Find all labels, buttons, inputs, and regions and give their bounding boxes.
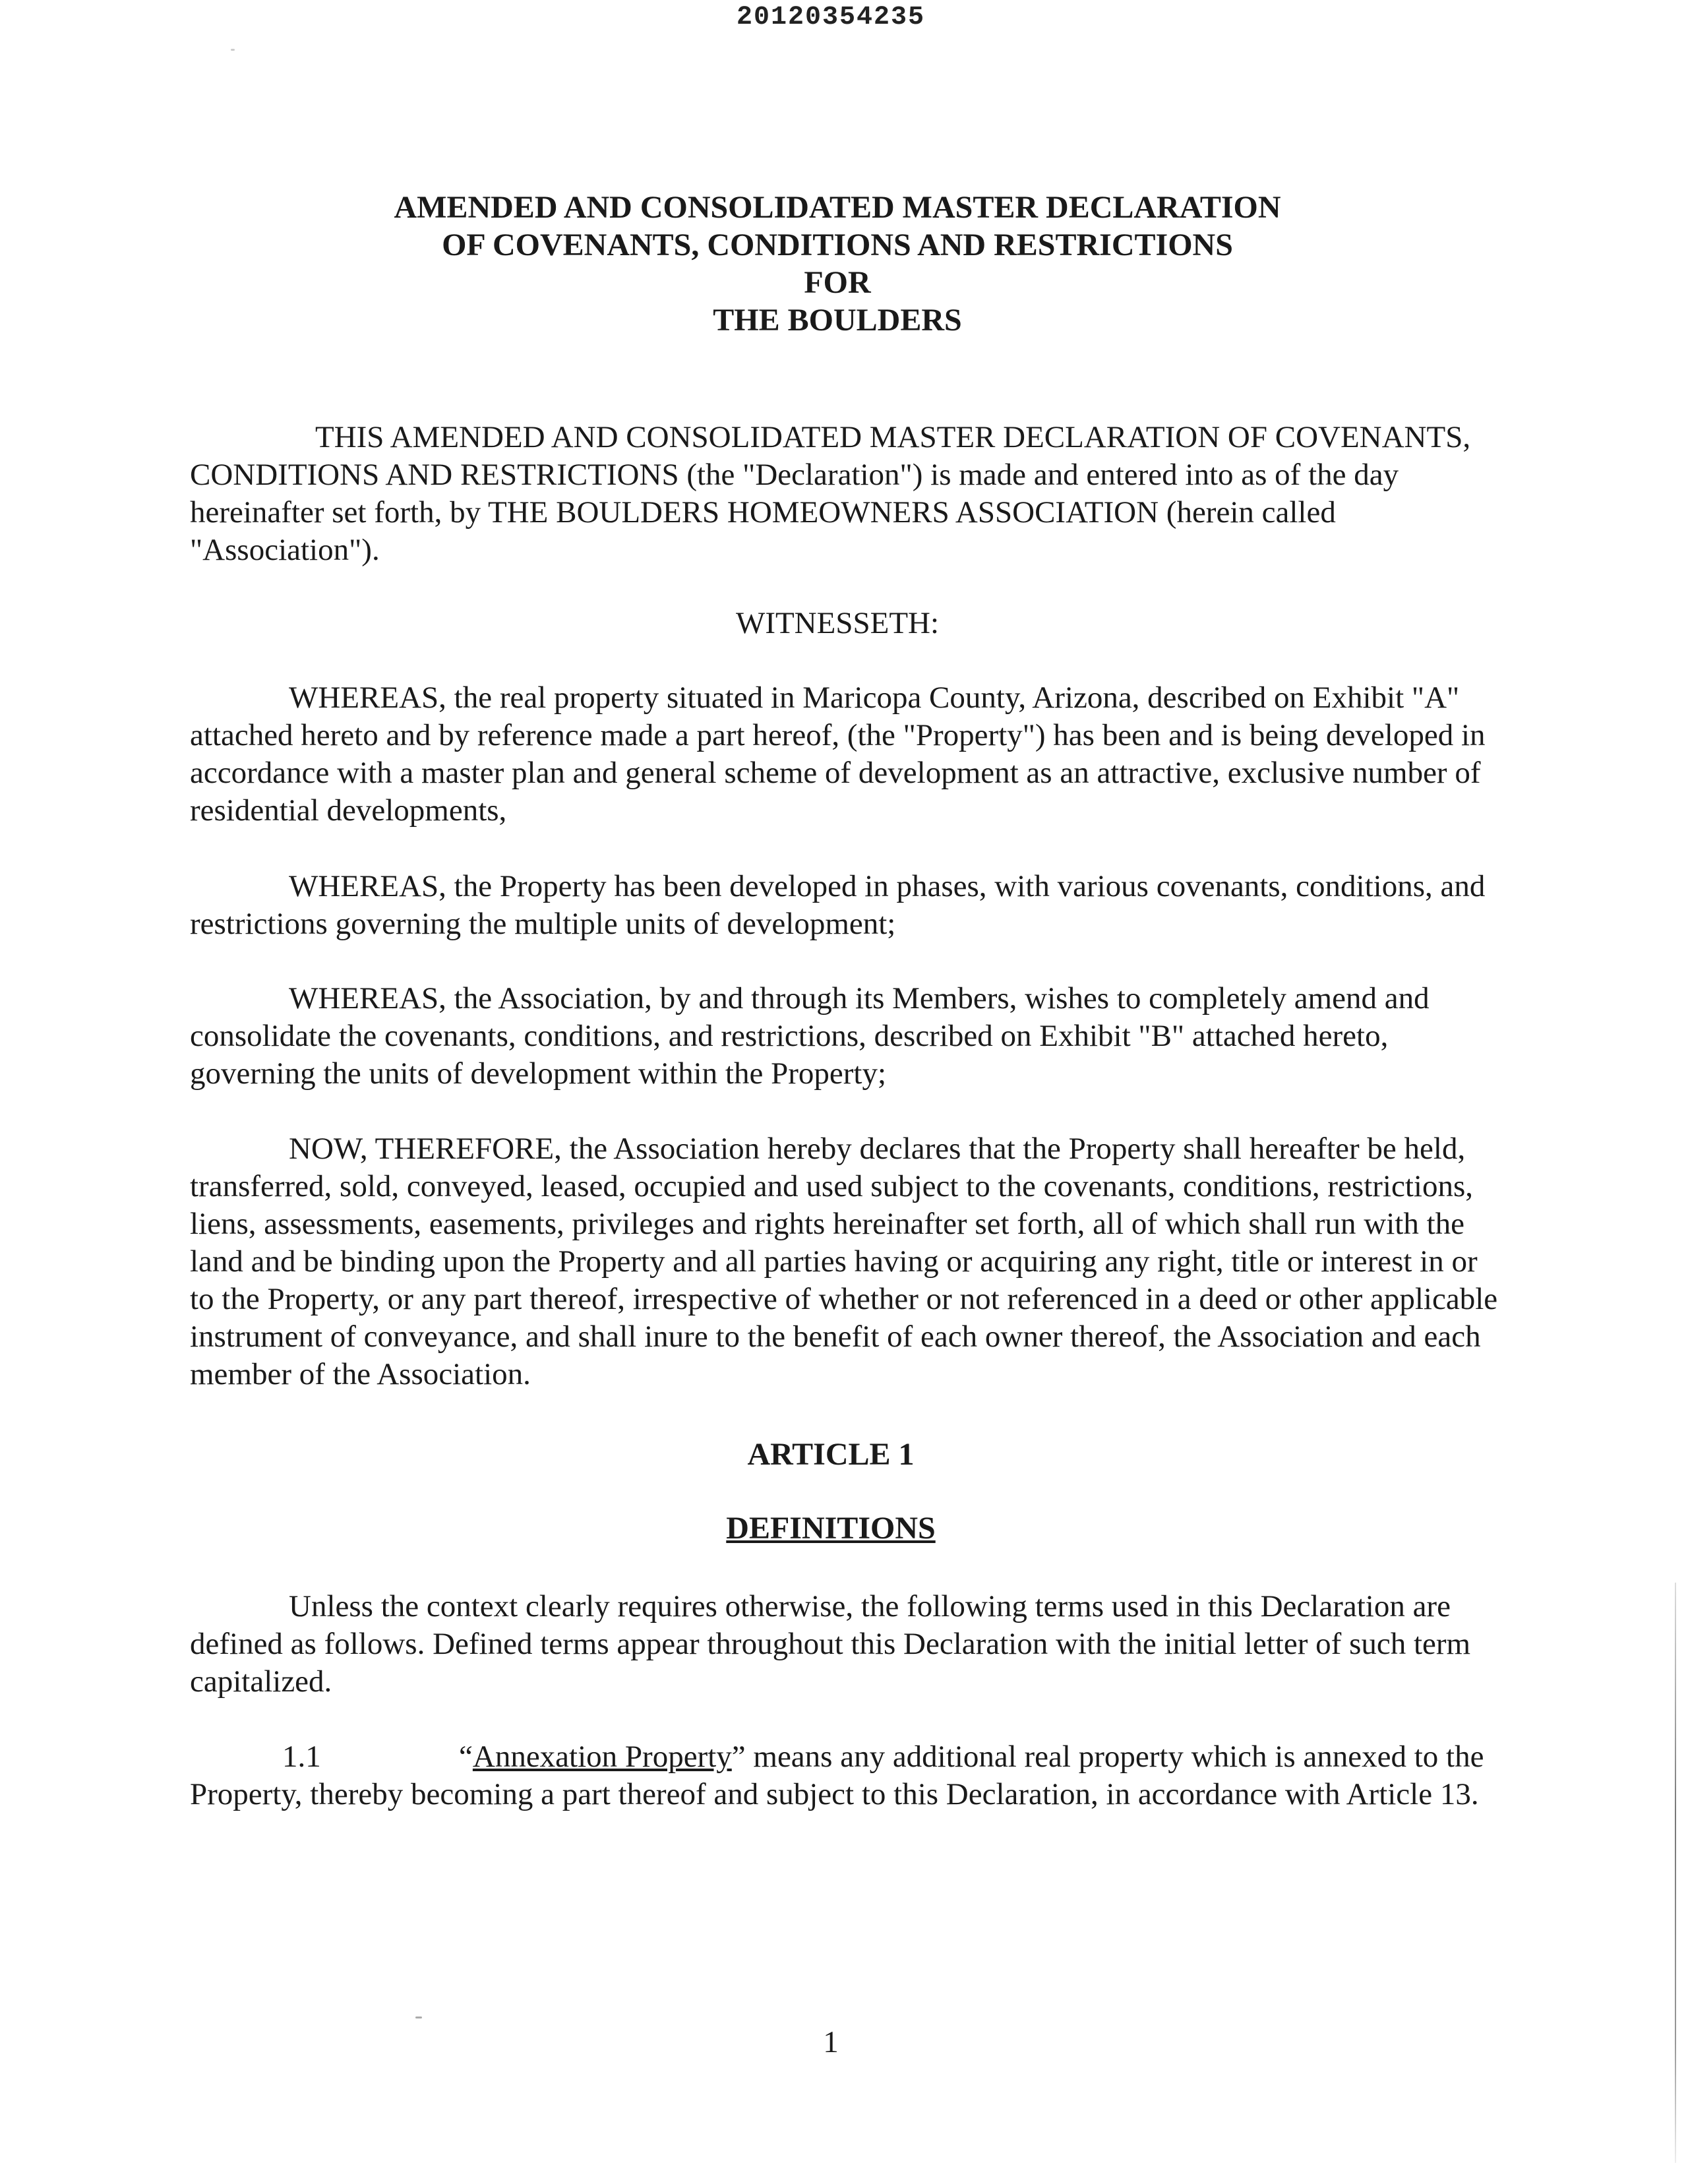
scan-speck xyxy=(415,2017,422,2018)
whereas-section-2 xyxy=(190,868,1502,943)
whereas-paragraph-2: WHEREAS, the Property has been developed in phases, with various covenants, conditions, and restrictions governing the multiple units of development; xyxy=(190,869,1486,941)
article-heading: ARTICLE 1 xyxy=(747,1437,915,1472)
open-quote: “ xyxy=(459,1740,473,1774)
whereas-paragraph-3: WHEREAS, the Association, by and through its Members, wishes to completely amend and consolidate the covenants, conditions, and restrictions, described on Exhibit "B" attached hereto, governing the units of development within the Property; xyxy=(190,981,1430,1091)
title-line-3: FOR xyxy=(804,265,871,300)
definition-section-1-1 xyxy=(190,1738,1502,1813)
context-section xyxy=(190,1588,1502,1701)
whereas-paragraph-1: WHEREAS, the real property situated in Maricopa County, Arizona, described on Exhibit "A" attached hereto and by reference made a part hereof, (the "Property") has been and is being developed in accordance with a master plan and general scheme of development as an attractive, exclusive number of residential developments, xyxy=(190,681,1486,828)
context-paragraph: Unless the context clearly requires otherwise, the following terms used in this Declaration are defined as follows. Defined terms appear throughout this Declaration with the initial letter of such term capitalized. xyxy=(190,1589,1471,1699)
title-line-4: THE BOULDERS xyxy=(713,303,962,338)
whereas-section-1 xyxy=(190,679,1502,830)
article-title: DEFINITIONS xyxy=(726,1511,936,1546)
therefore-paragraph: NOW, THEREFORE, the Association hereby declares that the Property shall hereafter be held, transferred, sold, conveyed, leased, occupied and used subject to the covenants, conditions, restrictions, liens, assessments, easements, privileges and rights hereinafter set forth, all of which shall run with the land and be binding upon the Property and all parties having or acquiring any right, title or interest in or to the Property, or any part thereof, irrespective of whether or not referenced in a deed or other applicable instrument of conveyance, and shall inure to the benefit of each owner thereof, the Association and each member of the Association. xyxy=(190,1132,1498,1391)
definition-paragraph xyxy=(190,1738,1502,1813)
close-quote: ” xyxy=(731,1740,746,1774)
defined-term: Annexation Property xyxy=(472,1740,732,1774)
witnesseth-heading: WITNESSETH: xyxy=(735,606,940,640)
title-line-2: OF COVENANTS, CONDITIONS AND RESTRICTIONS xyxy=(442,228,1233,262)
therefore-section xyxy=(190,1130,1502,1393)
intro-section xyxy=(190,419,1502,569)
section-number: 1.1 xyxy=(282,1740,321,1774)
scan-speck xyxy=(231,49,235,51)
recording-number: 20120354235 xyxy=(736,3,926,32)
whereas-section-3 xyxy=(190,980,1502,1093)
title-line-1: AMENDED AND CONSOLIDATED MASTER DECLARATION xyxy=(394,190,1281,225)
scan-edge-line xyxy=(1675,1583,1676,2163)
intro-paragraph: THIS AMENDED AND CONSOLIDATED MASTER DECLARATION OF COVENANTS, CONDITIONS AND RESTRICTIONS (the "Declaration") is made and entered into as of the day hereinafter set forth, by THE BOULDERS HOMEOWNERS ASSOCIATION (herein called "Association"). xyxy=(190,420,1471,567)
definition-text: means any additional real property which is annexed to the Property, thereby becoming a part thereof and subject to this Declaration, in accordance with Article 13. xyxy=(190,1740,1484,1811)
page-number: 1 xyxy=(823,2025,839,2059)
document-title xyxy=(185,189,1490,339)
